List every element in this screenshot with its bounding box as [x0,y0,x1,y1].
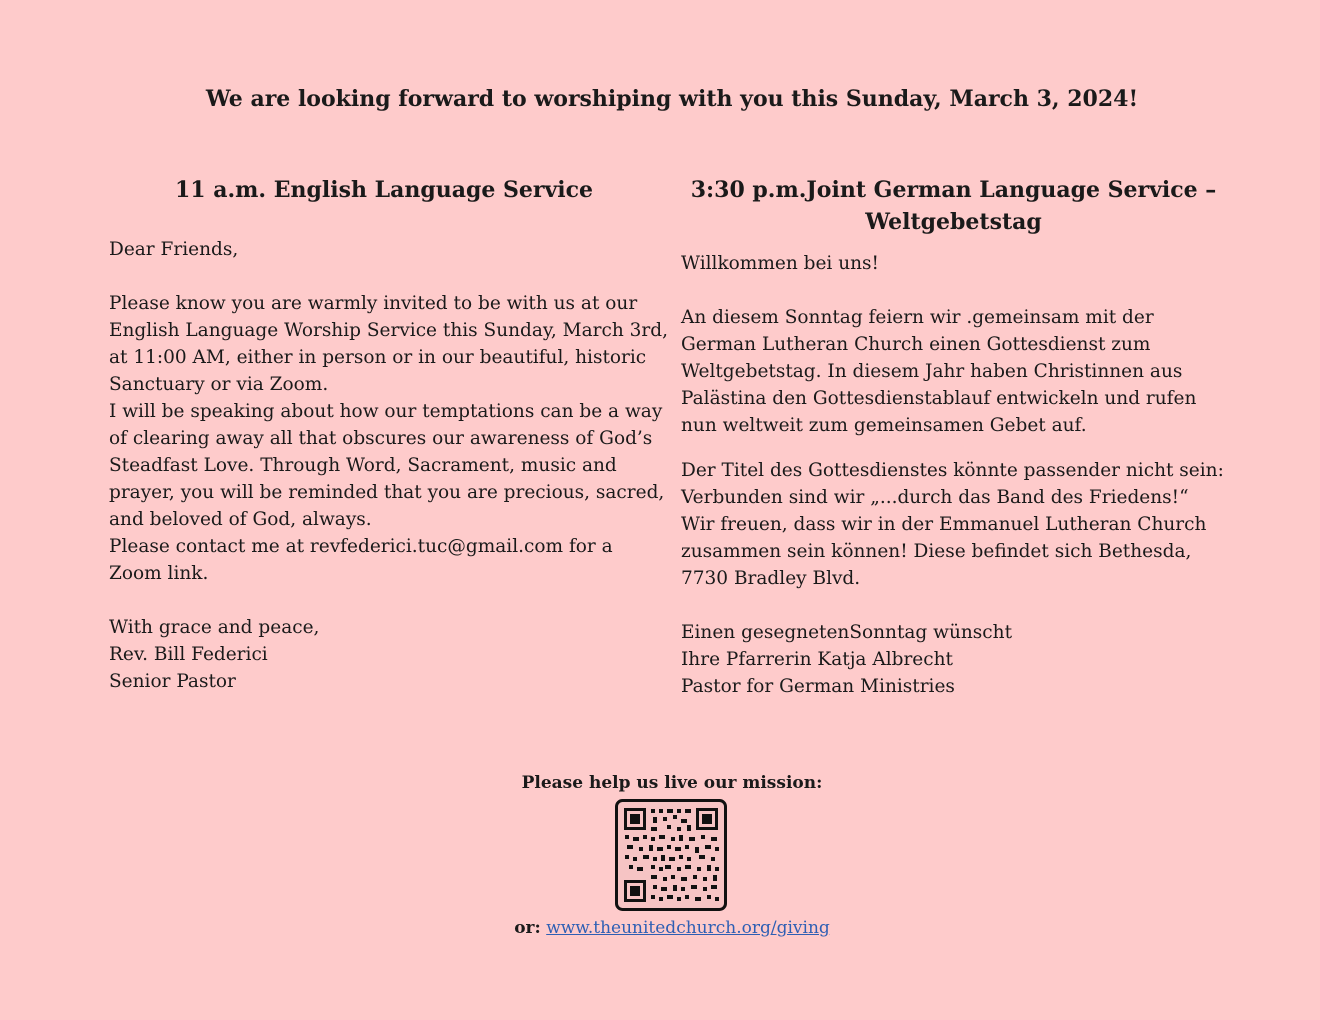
giving-link[interactable]: www.theunitedchurch.org/giving [546,918,830,938]
english-paragraph-contact: Please contact me at revfederici.tuc@gmail.com for a Zoom link. [109,536,613,584]
english-closing: With grace and peace, [109,617,320,638]
german-paragraph-title: Der Titel des Gottesdienstes könnte passender nicht sein: Verbunden sind wir „...durch das Band des Friedens!“ [681,460,1224,508]
german-paragraph-intro: An diesem Sonntag feiern wir .gemeinsam mit der German Lutheran Church einen Gottesdienst zum Weltgebetstag. In diesem Jahr haben Christinnen aus Palästina den Gottesdienstablauf entwickeln und rufen nun weltweit zum gemeinsamen Gebet auf. [681,307,1197,436]
english-service-title: 11 a.m. English Language Service [174,177,594,203]
german-paragraph-location: Wir freuen, dass wir in der Emmanuel Lutheran Church zusammen sein können! Diese befindet sich Bethesda, 7730 Bradley Blvd. [681,514,1207,589]
giving-or-label: or: [514,918,541,938]
german-service-title: 3:30 p.m.Joint German Language Service – Weltgebetstag [690,177,1217,235]
german-signer: Ihre Pfarrerin Katja Albrecht [681,649,953,670]
page-headline: We are looking forward to worshiping with you this Sunday, March 3, 2024! [205,86,1139,112]
english-signer: Rev. Bill Federici [109,644,268,665]
giving-line [0,918,1320,938]
german-service-column [681,174,1226,700]
german-greeting: Willkommen bei uns! [681,253,879,274]
german-closing: Einen gesegnetenSonntag wünscht [681,622,1013,643]
english-role: Senior Pastor [109,671,236,692]
english-paragraph-invitation: Please know you are warmly invited to be with us at our English Language Worship Service this Sunday, March 3rd, at 11:00 AM, either in person or in our beautiful, historic Sanctuary or via Zoom. [109,293,668,395]
english-service-column [109,174,669,695]
english-paragraph-sermon: I will be speaking about how our temptations can be a way of clearing away all that obscures our awareness of God’s Steadfast Love. Through Word, Sacrament, music and prayer, you will be reminded that you are precious, sacred, and beloved of God, always. [109,401,665,530]
qr-code-icon[interactable] [615,799,727,911]
german-role: Pastor for German Ministries [681,676,955,697]
english-greeting: Dear Friends, [109,239,239,260]
mission-heading: Please help us live our mission: [521,773,823,793]
